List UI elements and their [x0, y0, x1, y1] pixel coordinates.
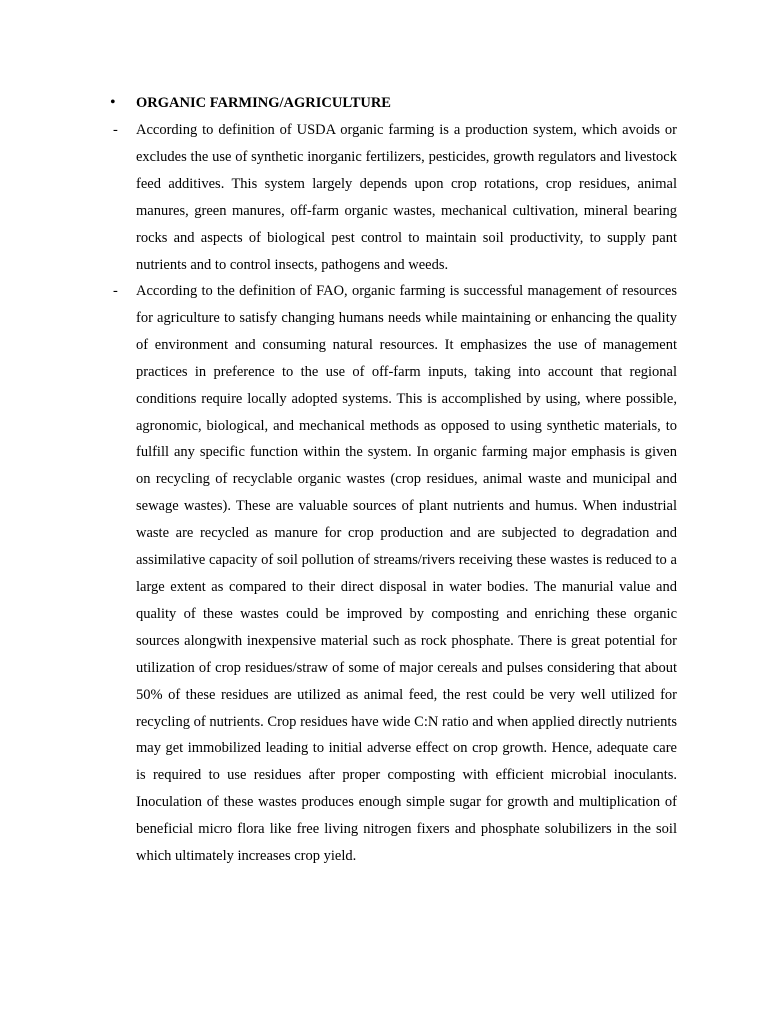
section-heading: ORGANIC FARMING/AGRICULTURE	[136, 95, 391, 111]
section-heading-row	[110, 92, 680, 114]
dash-marker: -	[113, 122, 118, 138]
paragraph-usda-definition: According to definition of USDA organic farming is a production system, which avoids or excludes the use of synthetic inorganic fertilizers, pesticides, growth regulators and livestock feed additives. This system largely depends upon crop rotations, crop residues, animal manures, green manures, off-farm organic wastes, mechanical cultivation, mineral bearing rocks and aspects of biological pest control to maintain soil productivity, to supply pant nutrients and to control insects, pathogens and weeds.	[136, 122, 677, 273]
bullet-icon: •	[110, 94, 116, 111]
dash-marker: -	[113, 283, 118, 299]
paragraph-fao-definition: According to the definition of FAO, organic farming is successful management of resources for agriculture to satisfy changing humans needs while maintaining or enhancing the quality of environment and consuming natural resources. It emphasizes the use of management practices in preference to the use of off-farm inputs, taking into account that regional conditions require locally adopted systems. This is accomplished by using, where possible, agronomic, biological, and mechanical methods as opposed to using synthetic materials, to fulfill any specific function within the system. In organic farming major emphasis is given on recycling of recyclable organic wastes (crop residues, animal waste and municipal and sewage wastes). These are valuable sources of plant nutrients and humus. When industrial waste are recycled as manure for crop production and are subjected to degradation and assimilative capacity of soil pollution of streams/rivers receiving these wastes is reduced to a large extent as compared to their direct disposal in water bodies. The manurial value and quality of these wastes could be improved by composting and enriching these organic sources alongwith inexpensive material such as rock phosphate. There is great potential for utilization of crop residues/straw of some of major cereals and pulses considering that about 50% of these residues are utilized as animal feed, the rest could be very well utilized for recycling of nutrients. Crop residues have wide C:N ratio and when applied directly nutrients may get immobilized leading to initial adverse effect on crop growth. Hence, adequate care is required to use residues after proper composting with efficient microbial inoculants. Inoculation of these wastes produces enough simple sugar for growth and multiplication of beneficial micro flora like free living nitrogen fixers and phosphate solubilizers in the soil which ultimately increases crop yield.	[136, 283, 677, 865]
